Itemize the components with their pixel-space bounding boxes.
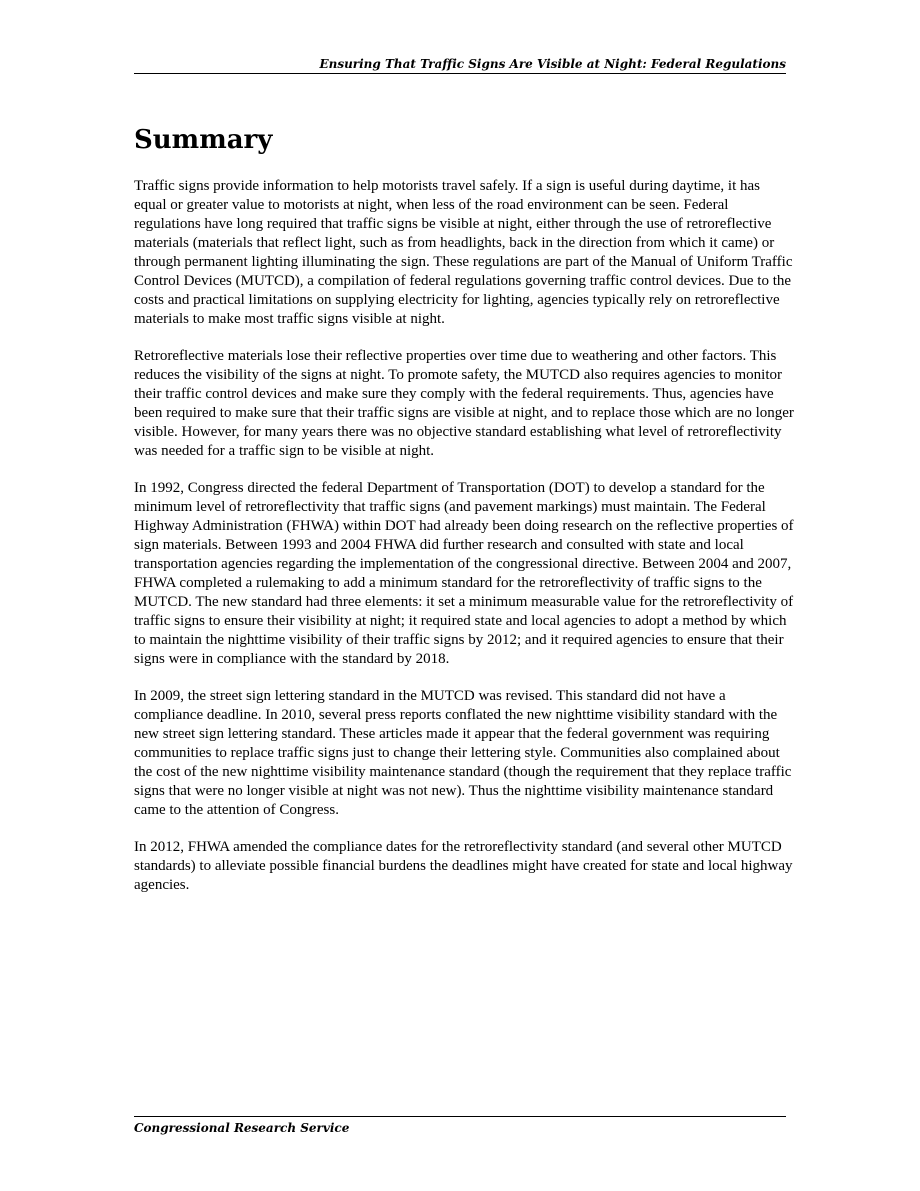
header-rule	[134, 73, 786, 74]
footer-organization: Congressional Research Service	[134, 1121, 350, 1135]
running-header-title: Ensuring That Traffic Signs Are Visible at Night: Federal Regulations	[319, 57, 786, 71]
paragraph-5: In 2012, FHWA amended the compliance dates for the retroreflectivity standard (and several other MUTCD standards) to alleviate possible financial burdens the deadlines might have created for state and local highway agencies.	[134, 839, 793, 893]
paragraph-2: Retroreflective materials lose their reflective properties over time due to weathering and other factors. This reduces the visibility of the signs at night. To promote safety, the MUTCD also requires agencies to monitor their traffic control devices and make sure they comply with the federal requirements. Thus, agencies have been required to make sure that their traffic signs are visible at night, and to replace those which are no longer visible. However, for many years there was no objective standard establishing what level of retroreflectivity was needed for a traffic sign to be visible at night.	[134, 348, 794, 459]
section-title: Summary	[134, 125, 273, 155]
paragraph-3: In 1992, Congress directed the federal Department of Transportation (DOT) to develop a standard for the minimum level of retroreflectivity that traffic signs (and pavement markings) must maintain. The Federal Highway Administration (FHWA) within DOT had already been doing research on the reflective properties of sign materials. Between 1993 and 2004 FHWA did further research and consulted with state and local transportation agencies regarding the implementation of the congressional directive. Between 2004 and 2007, FHWA completed a rulemaking to add a minimum standard for the retroreflectivity of traffic signs to the MUTCD. The new standard had three elements: it set a minimum measurable value for the retroreflectivity of traffic signs to ensure their visibility at night; it required state and local agencies to adopt a method by which to maintain the nighttime visibility of their traffic signs by 2012; and it required agencies to ensure that their signs were in compliance with the standard by 2018.	[134, 480, 794, 667]
summary-body	[134, 177, 794, 913]
paragraph-4: In 2009, the street sign lettering standard in the MUTCD was revised. This standard did not have a compliance deadline. In 2010, several press reports conflated the new nighttime visibility standard with the new street sign lettering standard. These articles made it appear that the federal government was requiring communities to replace traffic signs just to change their lettering style. Communities also complained about the cost of the new nighttime visibility maintenance standard (though the requirement that they replace traffic signs that were no longer visible at night was not new). Thus the nighttime visibility maintenance standard came to the attention of Congress.	[134, 688, 792, 818]
paragraph-1: Traffic signs provide information to help motorists travel safely. If a sign is useful during daytime, it has equal or greater value to motorists at night, when less of the road environment can be seen. Federal regulations have long required that traffic signs be visible at night, either through the use of retroreflective materials (materials that reflect light, such as from headlights, back in the direction from which it came) or through permanent lighting illuminating the sign. These regulations are part of the Manual of Uniform Traffic Control Devices (MUTCD), a compilation of federal regulations governing traffic control devices. Due to the costs and practical limitations on supplying electricity for lighting, agencies typically rely on retroreflective materials to make most traffic signs visible at night.	[134, 178, 793, 327]
footer-rule	[134, 1116, 786, 1117]
